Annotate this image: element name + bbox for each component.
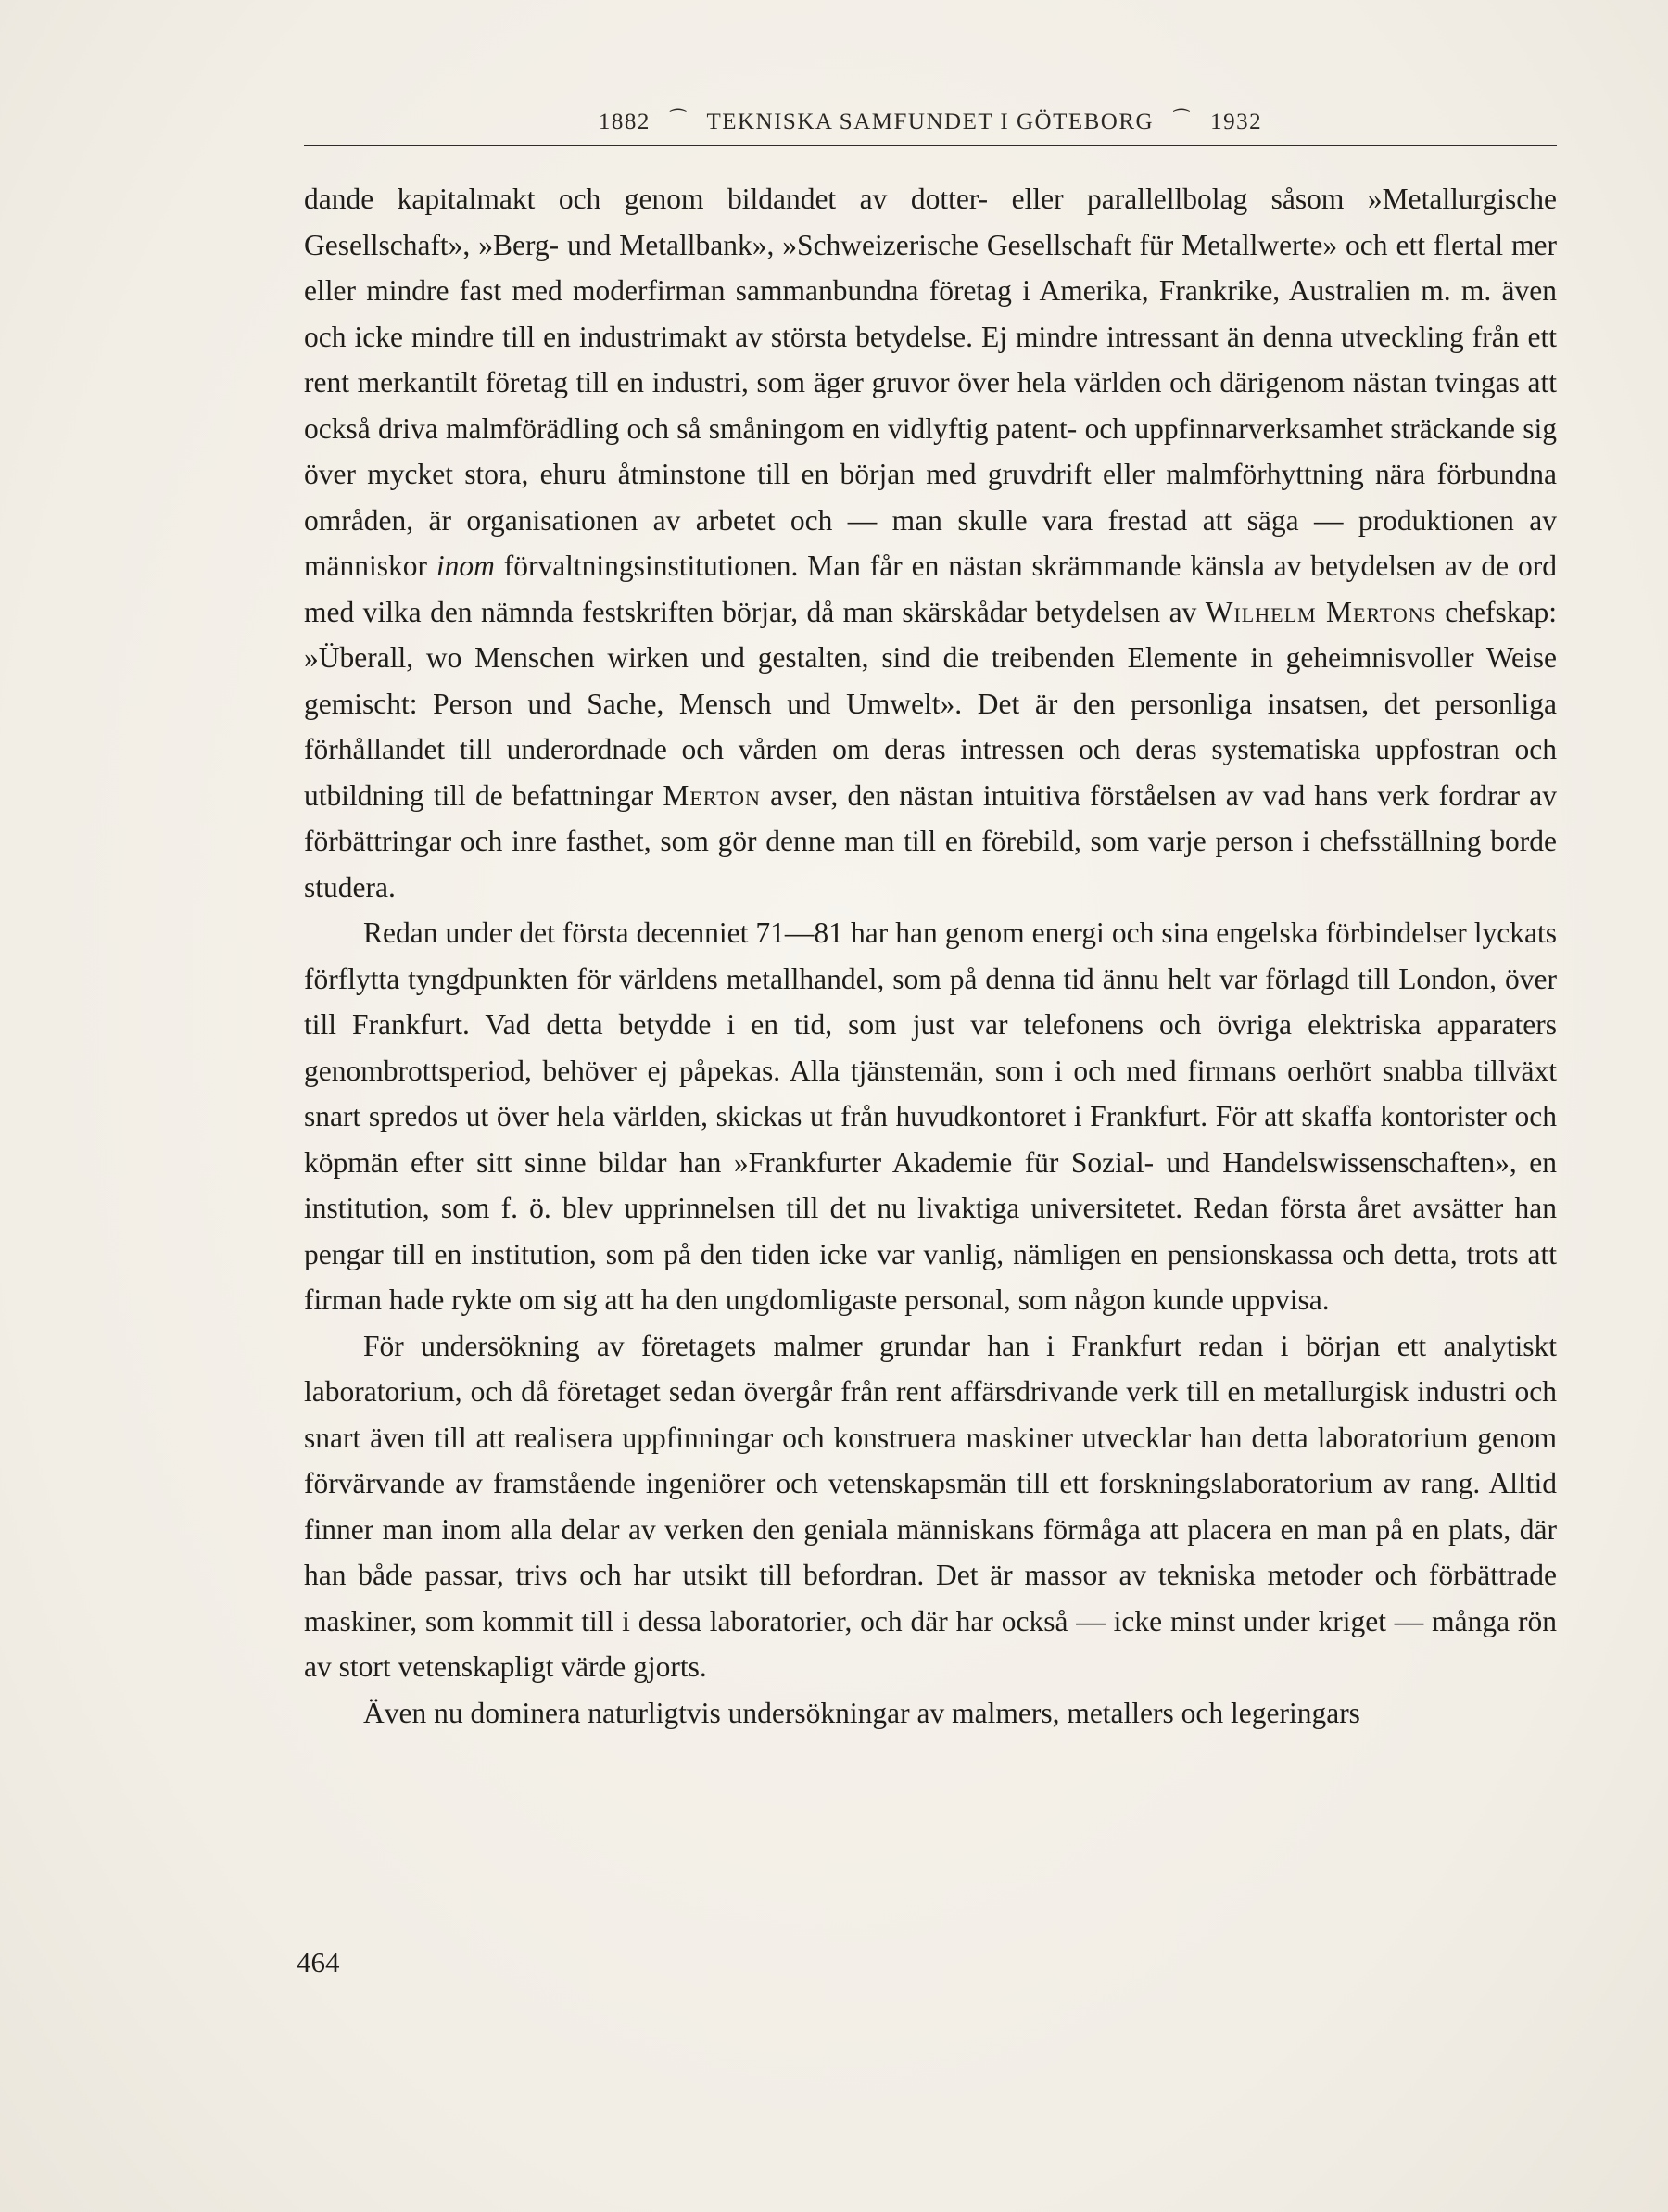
body-text — [304, 176, 1557, 1736]
text-run: förvaltningsinstitutionen. Man får en nästan skrämmande känsla av betydelsen av de ord med vilka den nämnda festskriften börjar, då man skärskådar betydelsen av — [304, 550, 1558, 628]
text-run: dande kapitalmakt och genom bildandet av dotter- eller parallellbolag såsom »Metallurgische Gesellschaft», »Berg- und Metallbank», »Schweizerische Gesellschaft für Metallwerte» och ett flertal mer eller mindre fast med moderfirman sammanbundna företag i Amerika, Frankrike, Australien m. m. även och icke mindre till en industrimakt av största betydelse. Ej mindre intressant än denna utveckling från ett rent merkantilt företag till en industri, som äger gruvor över hela världen och därigenom nästan tvingas att också driva malmförädling och så småningom en vidlyftig patent- och uppfinnarverksamhet sträckande sig över mycket stora, ehuru åtminstone till en början med gruvdrift eller malmförhyttning nära förbundna områden, är organisationen av arbetet och — man skulle vara frestad att säga — produktionen av människor — [304, 183, 1557, 582]
header-rule — [304, 145, 1557, 146]
ornament-icon: ⁀ — [670, 110, 688, 131]
text-run: chefskap: »Überall, wo Menschen wirken und gestalten, sind die treibenden Elemente in geheimnisvoller Weise gemischt: Person und Sache, Mensch und Umwelt». Det är den personliga insatsen, det personliga förhållandet till underordnade och vården om deras intressen och deras systematiska uppfostran och utbildning till de befattningar — [304, 595, 1557, 812]
paragraph: För undersökning av företagets malmer grundar han i Frankfurt redan i början ett analytiskt laboratorium, och då företaget sedan övergår från rent affärsdrivande verk till en metallurgisk industri och snart även till att realisera uppfinningar och konstruera maskiner utvecklar han detta laboratorium genom förvärvande av framstående ingeniörer och vetenskapsmän till ett forskningslaboratorium av rang. Alltid finner man inom alla delar av verken den geniala människans förmåga att placera en man på en plats, där han både passar, trivs och har utsikt till befordran. Det är massor av tekniska metoder och förbättrade maskiner, som kommit till i dessa laboratorier, och där har också — icke minst under kriget — många rön av stort vetenskapligt värde gjorts. — [304, 1329, 1557, 1683]
header-year-start: 1882 — [598, 109, 651, 134]
ornament-icon: ⁀ — [1173, 110, 1191, 131]
header-year-end: 1932 — [1210, 109, 1263, 134]
paragraph: Även nu dominera naturligtvis undersökningar av malmers, metallers och legeringars — [363, 1696, 1360, 1729]
page-number: 464 — [297, 1946, 340, 1978]
person-name: Merton — [663, 778, 761, 812]
italic-text: inom — [436, 550, 495, 582]
text-run: avser, den nästan intuitiva förståelsen av vad hans verk fordrar av förbättringar och inre fasthet, som gör denne man till en förebild, som varje person i chefsställning borde studera. — [304, 778, 1557, 904]
running-head — [304, 109, 1557, 135]
person-name: Wilhelm Mertons — [1205, 595, 1436, 628]
paragraph: Redan under det första decenniet 71—81 har han genom energi och sina engelska förbindelser lyckats förflytta tyngdpunkten för världens metallhandel, som på denna tid ännu helt var förlagd till London, över till Frankfurt. Vad detta betydde i en tid, som just var telefonens och övriga elektriska apparaters genombrottsperiod, behöver ej påpekas. Alla tjänstemän, som i och med firmans oerhört snabba tillväxt snart spredos ut över hela världen, skickas ut från huvudkontoret i Frankfurt. För att skaffa kontorister och köpmän efter sitt sinne bildar han »Frankfurter Akademie für Sozial- und Handelswissenschaften», en institution, som f. ö. blev upprinnelsen till det nu livaktiga universitetet. Redan första året avsätter han pengar till en institution, som på den tiden icke var vanlig, nämligen en pensionskassa och detta, trots att firman hade rykte om sig att ha den ungdomligaste personal, som någon kunde uppvisa. — [304, 916, 1557, 1316]
paragraph — [304, 176, 1557, 910]
header-title: TEKNISKA SAMFUNDET I GÖTEBORG — [706, 109, 1155, 134]
